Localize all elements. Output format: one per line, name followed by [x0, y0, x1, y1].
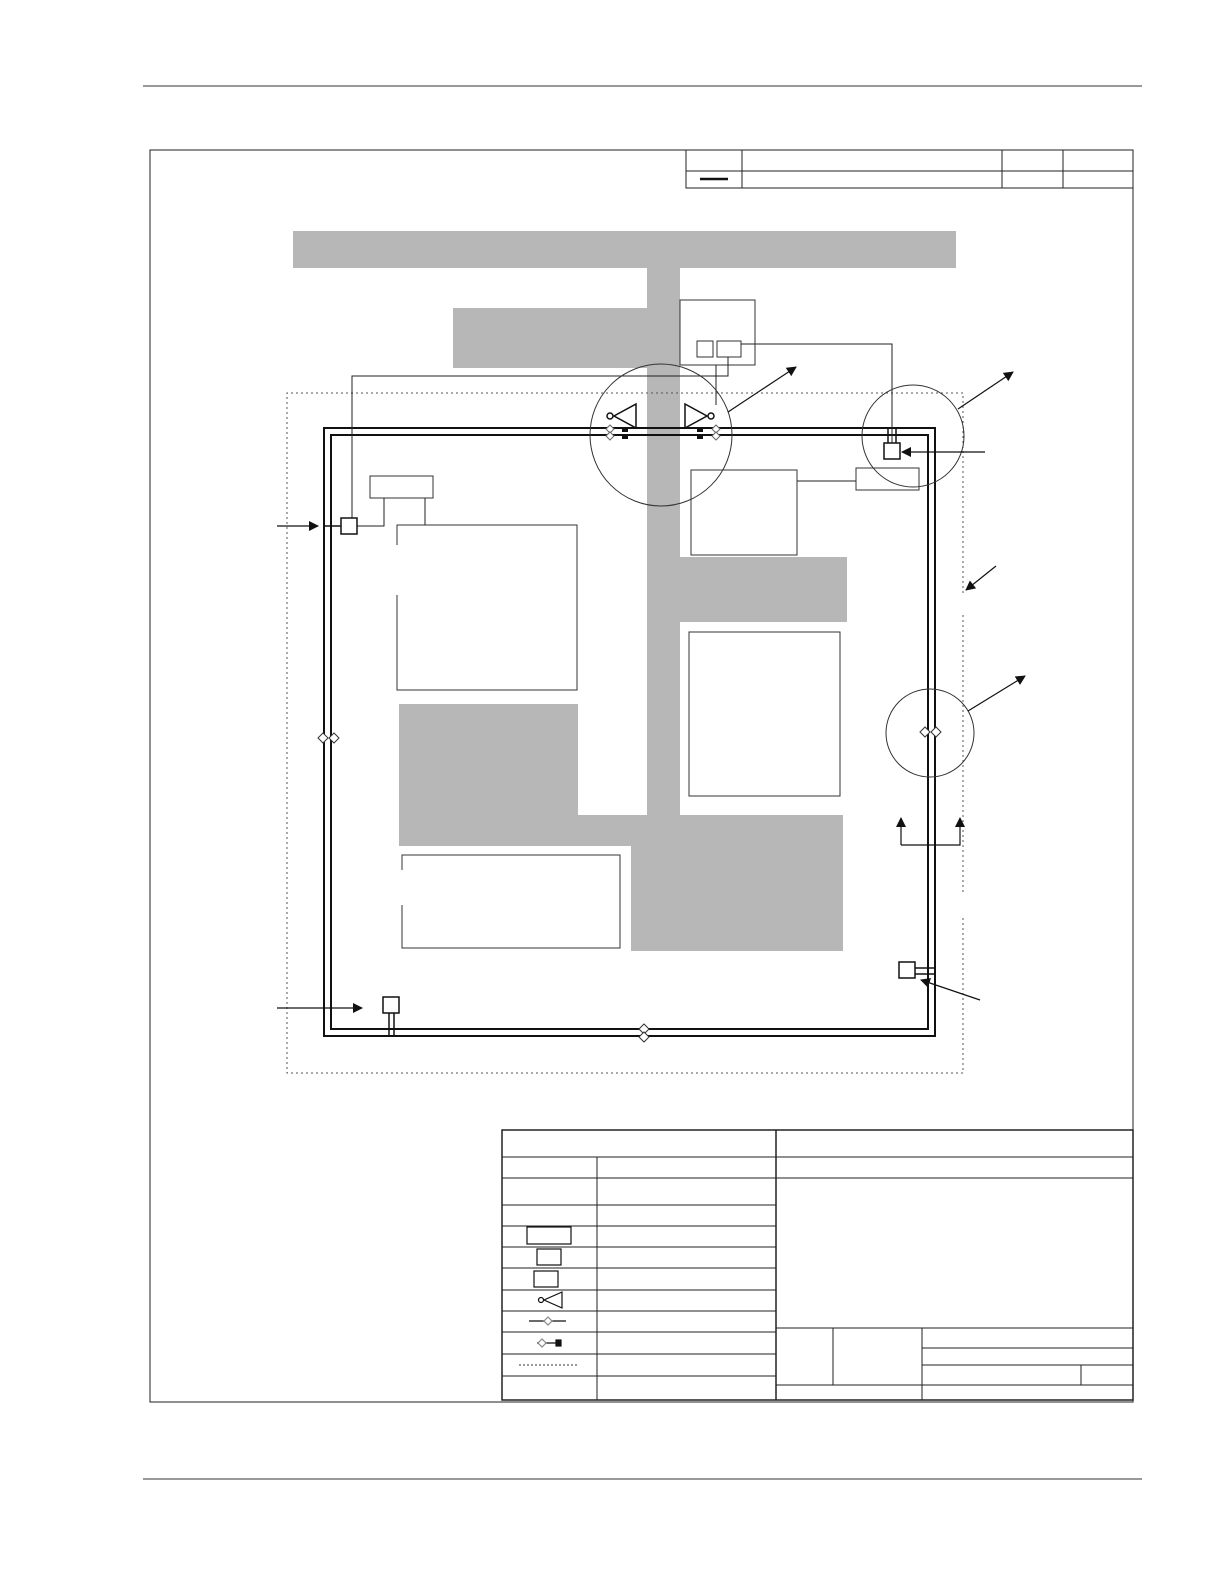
- siren-left: [607, 404, 636, 428]
- room-left-lower: [402, 855, 620, 948]
- legend-siren-symbol: [544, 1292, 562, 1308]
- legend-table: [502, 1130, 1133, 1400]
- legend-wide-rectangle-symbol: [527, 1227, 571, 1244]
- access-road-vertical: [647, 268, 680, 815]
- building-upper-left: [453, 308, 649, 368]
- device-square-bottom-right: [899, 962, 915, 978]
- buildings: [293, 231, 956, 951]
- legend-symbols: [527, 1227, 571, 1347]
- panel-small-a: [697, 341, 713, 357]
- device-square-left: [341, 518, 357, 534]
- detail-circle-joint: [886, 689, 974, 777]
- siren-right: [685, 404, 714, 428]
- room-left-upper: [397, 525, 577, 690]
- device-square-top-right: [884, 443, 900, 459]
- building-lower-right: [631, 815, 843, 951]
- legend-square-symbol-2: [534, 1271, 558, 1287]
- building-middle-right: [680, 557, 847, 622]
- room-right-upper: [691, 470, 797, 555]
- label-box-left: [370, 476, 433, 498]
- device-square-bottom-left: [383, 997, 399, 1013]
- legend-square-symbol-1: [537, 1249, 561, 1265]
- main-road: [293, 231, 956, 268]
- panel-small-b: [717, 341, 741, 357]
- revision-table: [686, 150, 1133, 188]
- room-right-middle: [689, 632, 840, 796]
- building-lower-left: [399, 704, 578, 846]
